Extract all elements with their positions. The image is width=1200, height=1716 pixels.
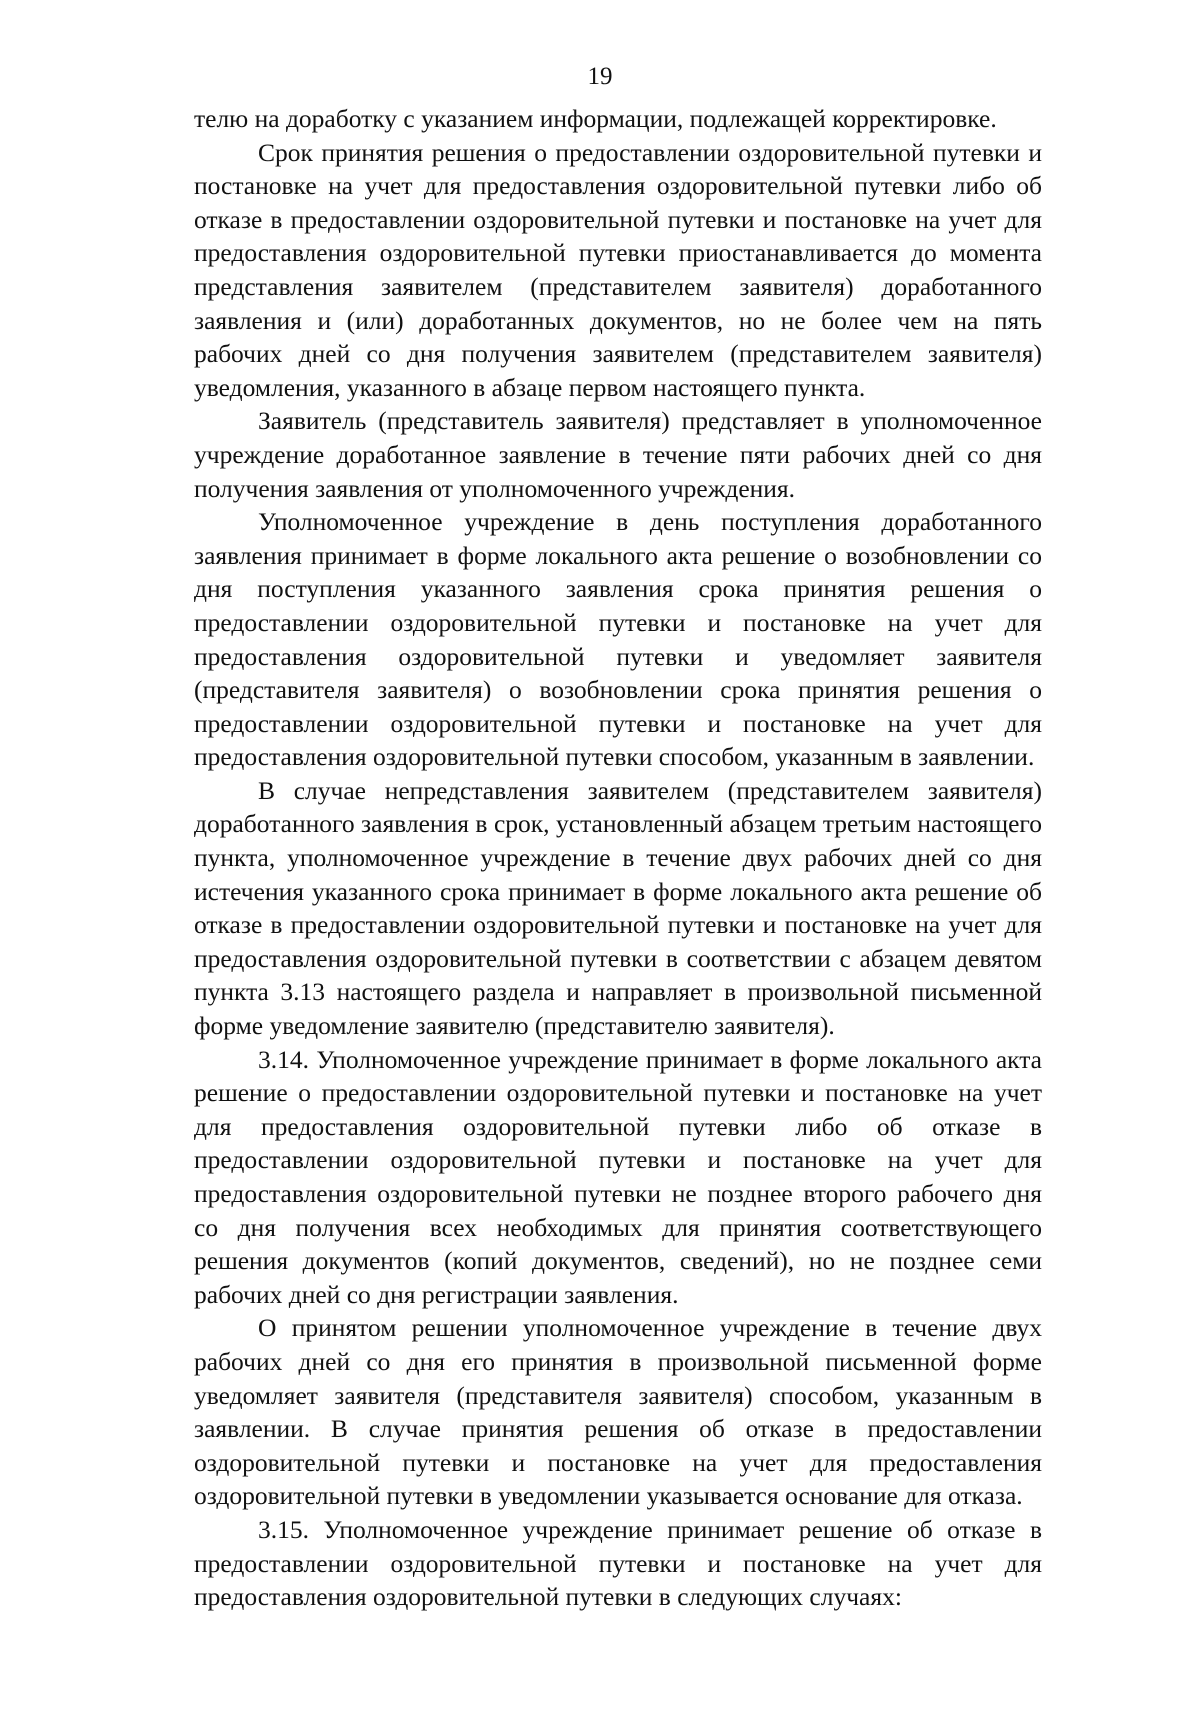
paragraph-clause-3-14: 3.14. Уполномоченное учреждение принимает в форме локального акта решение о предоставлении оздоровительной путевки и постановке на учет для предоставления оздоровительной путевки либо об отказе в предоставлении оздоровительной путевки и постановке на учет для предоставления оздоровительной путевки не позднее второго рабочего дня со дня получения всех необходимых для принятия соответствующего решения документов (копий документов, сведений), но не позднее семи рабочих дней со дня регистрации заявления. xyxy=(194,1044,1042,1309)
paragraph-continuation: телю на доработку с указанием информации, подлежащей корректировке. xyxy=(194,104,997,133)
document-body xyxy=(194,102,1042,1614)
paragraph-suspension-term: Срок принятия решения о предоставлении оздоровительной путевки и постановке на учет для предоставления оздоровительной путевки либо об отказе в предоставлении оздоровительной путевки и постановке на учет для предоставления оздоровительной путевки приостанавливается до момента представления заявителем (представителем заявителя) доработанного заявления и (или) доработанных документов, но не более чем на пять рабочих дней со дня получения заявителем (представителем заявителя) уведомления, указанного в абзаце первом настоящего пункта. xyxy=(194,137,1042,402)
paragraph-clause-3-15: 3.15. Уполномоченное учреждение принимает решение об отказе в предоставлении оздоровительной путевки и постановке на учет для предоставления оздоровительной путевки в следующих случаях: xyxy=(194,1514,1042,1612)
page-number: 19 xyxy=(587,63,613,90)
paragraph-applicant-submission: Заявитель (представитель заявителя) представляет в уполномоченное учреждение доработанное заявление в течение пяти рабочих дней со дня получения заявления от уполномоченного учреждения. xyxy=(194,406,1042,503)
paragraph-non-submission: В случае непредставления заявителем (представителем заявителя) доработанного заявления в срок, установленный абзацем третьим настоящего пункта, уполномоченное учреждение в течение двух рабочих дней со дня истечения указанного срока принимает в форме локального акта решение об отказе в предоставлении оздоровительной путевки и постановке на учет для предоставления оздоровительной путевки в соответствии с абзацем девятом пункта 3.13 настоящего раздела и направляет в произвольной письменной форме уведомление заявителю (представителю заявителя). xyxy=(194,775,1042,1041)
paragraph-resumption: Уполномоченное учреждение в день поступления доработанного заявления принимает в форме локального акта решение о возобновлении со дня поступления указанного заявления срока принятия решения о предоставлении оздоровительной путевки и постановке на учет для предоставления оздоровительной путевки и уведомляет заявителя (представителя заявителя) о возобновлении срока принятия решения о предоставлении оздоровительной путевки и постановке на учет для предоставления оздоровительной путевки способом, указанным в заявлении. xyxy=(194,507,1042,772)
paragraph-decision-notification: О принятом решении уполномоченное учреждение в течение двух рабочих дней со дня его принятия в произвольной письменной форме уведомляет заявителя (представителя заявителя) способом, указанным в заявлении. В случае принятия решения об отказе в предоставлении оздоровительной путевки и постановке на учет для предоставления оздоровительной путевки в уведомлении указывается основание для отказа. xyxy=(194,1313,1042,1511)
